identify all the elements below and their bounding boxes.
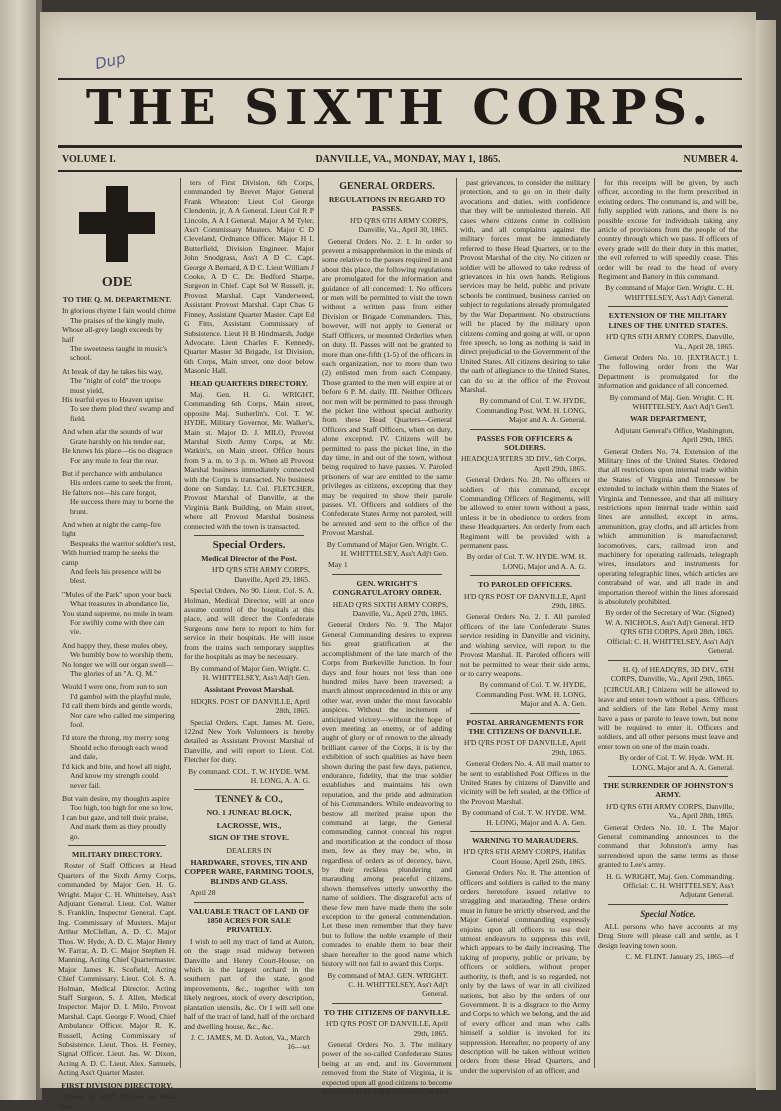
ode-line: Would I were one, from sun to sun	[62, 682, 168, 692]
postal-text: General Orders No. 4. All mail matter to be sent to established Post Offices in the United States by citizens of Danville and vicinity will be left sealed, at the Office of the Provost Marshal.	[460, 759, 590, 806]
corps-cross-emblem	[79, 186, 155, 262]
issue-number: NUMBER 4.	[683, 154, 738, 165]
asst-provost-title: Assistant Provost Marshal.	[204, 685, 294, 695]
ode-line: What treasures in abundance lie,	[70, 599, 169, 609]
asst-provost-hq: HDQRS. POST OF DANVILLE, April 28th, 1865.	[190, 696, 310, 716]
ode-line: And when at night the camp-fire light	[62, 519, 161, 539]
ad-address: NO. 1 JUNEAU BLOCK,	[206, 808, 292, 818]
paroled-officers-signature: By command of Col. T. W. HYDE, Commanding Post. WM. H. LONG, Major and A. A. Gen.	[476, 680, 586, 709]
passes-order-hq: HEADQUA'RTERS 3D DIV., 6th Corps, April 29th, 1865.	[460, 454, 586, 473]
ode-line: The "night of cold" the troops must yield,	[70, 376, 161, 395]
ode-stanza	[58, 367, 176, 423]
extension-text: General Orders No. 10. [EXTRACT.] I. The following order from the War Department is promulgated for the information and guidance of all concerned.	[598, 352, 738, 391]
surrender-signature: H. G. WRIGHT, Maj. Gen. Commanding. Official: C. H. WHITTELSEY, Ass't Adjutant General.	[606, 871, 734, 900]
ode-line: Whose all-grey laugh exceeds by half	[62, 325, 163, 344]
marauders-title: WARNING TO MARAUDERS.	[471, 836, 579, 845]
special-notice-signature: C. M. FLINT. January 25, 1865—tf	[625, 952, 734, 962]
section-rule	[470, 575, 580, 576]
pass-regulations-date: May 1	[328, 560, 348, 570]
ode-line: I'd gambol with the playful mule,	[70, 691, 172, 701]
ode-line: Nor care who called me simpering fool.	[70, 710, 175, 730]
citizens-order-signature: By command of Col. T. W. HYDE, Commanding Post. WM. H. LONG, Major and A. A. General.	[476, 396, 586, 425]
column-divider	[456, 178, 457, 1068]
ode-line: His tearful eyes to Heaven uprise	[62, 395, 164, 405]
pass-regulations-hq: H'D Q'RS 6TH ARMY CORPS, Danville, Va., April 30, 1865.	[349, 215, 448, 235]
column-divider	[180, 178, 181, 1068]
ad-sign: SIGN OF THE STOVE.	[208, 833, 290, 843]
section-rule	[608, 660, 728, 661]
special-notice-text: ALL persons who have accounts at my Drug Store will please call and settle, as I design leaving town soon.	[598, 921, 738, 950]
ode-title: ODE	[101, 275, 133, 290]
citizens-order-text: General Orders No. 3. The military power of the so-called Confederate States being at an end, and its Government removed from the State of Virginia, it is expected upon all good citizens to become reconciled to the old Government, to heal	[322, 1039, 452, 1096]
pass-regulations-title: REGULATIONS IN REGARD TO PASSES.	[328, 195, 446, 214]
ode-line: He falters not—his care forgot,	[62, 487, 157, 497]
ode-line: But if perchance with ambulance	[62, 468, 163, 478]
section-rule	[608, 306, 728, 307]
ode-line: He success there may to borne the brunt.	[70, 497, 174, 516]
military-directory-text: Roster of Staff Officers at Head Quarters of the Sixth Army Corps, commanded by Major Gen. H. G. Wright. Major C. H. Whittelsey, Ass't Adjutant General. Lieut. Col. Walter S. Franklin, Inspector General. Capt. Ing. Commissary of Musters. Major Arthur McClellan, A. D. C. Major Thos. W. Hyde, A. D. C. Major Henry W. Farrar, A. D. C. Major Stephen H. Manning, Acting Chief Quartermaster. Major James K. Scofield, Acting Chief Commissary. Lieut. Col. S. A. Holman, Medical Director. Acting Staff Surgeon, S. J. Allen, Medical Inspector. Major D. I. Milo, Provost Marshal. Capt. George F. Wood, Chief Ambulance Officer. Major R. K. Russell, Acting Commissary of Subsistence. Lieut. Thos. H. Feeney, Signal Officer. Lieut. Jas. W. Dixon, Acting A. D. C. Lieut. Alex. Samuels, Acting Ass't Quarter Master.	[58, 861, 176, 1078]
passes-order-title: PASSES FOR OFFICERS & SOLDIERS.	[476, 433, 574, 452]
ad-goods: HARDWARE, STOVES, TIN AND COPPER WARE, FARMING TOOLS, BLINDS AND GLASS.	[184, 858, 314, 886]
ode-line: "Mules of the Park" upon your back	[62, 589, 172, 599]
ode-line: You stand supreme, no mule in team	[62, 608, 173, 618]
extension-signature: By command of Maj. Gen. Wright. C. H. WHITTELSEY, Ass't Adj't Gen'l.	[609, 392, 734, 411]
extension-title: EXTENSION OF THE MILITARY LINES OF THE UNITED STATES.	[608, 311, 728, 330]
page-edges	[756, 20, 776, 1090]
special-notice-title: Special Notice.	[640, 908, 696, 919]
section-rule	[470, 429, 580, 430]
ode-poem	[58, 306, 176, 841]
volume-label: VOLUME I.	[62, 154, 116, 165]
war-department-signature: By order of the Secretary of War. (Signed) W. A. NICHOLS, Ass't Adj't General. H'D Q'RS 6TH CORPS, April 28th, 1865. Official: C. H. WHITTELSEY, Ass't Adj't General.	[605, 608, 734, 656]
ode-stanza	[58, 306, 176, 362]
ode-line: With hurried tramp he seeks the camp	[62, 548, 159, 567]
section-rule	[332, 1003, 442, 1004]
passes-order-signature: By order of Col. T. W. HYDE. WM. H. LONG, Major and A. A. G.	[466, 552, 586, 571]
hq-directory-text: Maj. Gen. H. G. WRIGHT, Commanding 6th Corps, Main street, opposite Maj. Sutherlin's. Col. T. W. HYDE, Military Governor, Mr. Walker's, Main st. Major D. J. MILO, Provost Marshal Sixth Army Corps, at Mr. Watkin's, on Main street. Office hours from 9 a. m. to 3 p. m. When all Provost Marshal business immediately connected with the Corps is transacted. No business done on Sunday. Lt. Col. FLETCHER, Provost Marshal of Danville, at the Virginia Bank Building, on Main street, where all Provost Marshal business connected with the town is transacted.	[184, 389, 314, 531]
postal-hq: H'D Q'RS POST OF DANVILLE, April 29th, 1865.	[464, 738, 586, 757]
column-4	[460, 178, 590, 1078]
paroled-officers-text: General Orders No. 2. I. All paroled officers of the late Confederate States service residing in Danville and vicinity, and wishing service, will report to the Provost Marshal. II. Paroled officers will not be permitted to wear their side arms, or to carry weapons.	[460, 612, 590, 678]
column-5	[598, 178, 738, 1078]
ode-line: No longer we will our organ swell—	[62, 659, 174, 669]
division-directory-text: Roster of Staff Officers at Head Quar-	[58, 1092, 176, 1111]
congratulatory-order-hq: HEAD Q'RS SIXTH ARMY CORPS, Danville, Va., April 27th, 1865.	[332, 599, 448, 619]
surrender-hq: H'D Q'RS 6TH ARMY CORPS, Danville, Va., April 28th, 1865.	[606, 801, 734, 821]
war-department-text: General Orders No. 74. Extension of the Military lines of the United States. Ordered that all restrictions upon internal trade within the States of Virginia and Tennessee be extended to include within them the States of Virginia and Tennessee, and that all military restrictions upon internal trade within said lines are annulled, except in arms, ammunition, gray cloths, and all articles from which ammunition is manufactured; locomotives, cars, railroad iron and machinery for operating railroads, telegraph wires, insulators and instruments for operating telegraphic lines, which articles are contraband of war, and all trade in and importation thereof within the lines aforesaid is absolutely prohibited.	[598, 446, 738, 607]
general-orders-title: GENERAL ORDERS.	[339, 181, 435, 192]
circular-signature: By order of Col. T. W. Hyde. WM. H. LONG, Major and A. A. General.	[619, 753, 734, 772]
section-rule	[608, 904, 728, 905]
column-3	[322, 178, 452, 1096]
ode-stanza	[58, 469, 176, 516]
medical-director-signature: By command of Major Gen. Wright. C. H. WHITTELSEY, Ass't Adj't Gen.	[190, 663, 310, 682]
ode-line: And happy they, these mules obey,	[62, 640, 168, 650]
ode-line: I'd call them birds and gentle words,	[62, 701, 173, 711]
pass-regulations-text: General Orders No. 2. I. In order to prevent a misapprehension in the minds of some relative to the passes required in and about this place, the following regulations are promulgated for the information and guidance of all concerned: I. No officers or men will be permitted to visit the town without a written pass from either Division or Brigade Commanders. This, however, will not apply to General or Staff Officers, or mounted Orderlies when on duty. II. Passes will not be granted to more than one-fifth (1-5) of the officers in each organization, nor to more than two (2) enlisted men from each Company. Those granted to the men will expire at or before 6 P. M. daily. III. Neither Officers nor men will be permitted to pass through the picket line without special authority from these Head Quarters—General Officers and Staff Officers, when on duty, alone excepted. IV. Citizens will be permitted to pass the picket line, in the day time, in and out of the town, without being required to have passes. V. Paroled prisoners of war are entitled to the same privileges as citizens, excepting that they may be required to show their parole passes. VI. Officers and soldiers of the Confederate States Army not paroled, will be arrested and sent to the office of the Provost Marshal.	[322, 236, 452, 538]
ode-line: For swiftly come with thee can vie.	[70, 618, 165, 637]
surrender-title: THE SURRENDER OF JOHNSTON'S ARMY.	[602, 780, 734, 800]
ode-line: Bespeaks the warrior soldier's rest,	[70, 538, 176, 548]
ode-line: Too high, too high for one so low,	[70, 803, 173, 813]
war-department-hq: Adjutant General's Office, Washington, April 29th, 1865.	[614, 425, 734, 445]
ode-line: The praises of the kingly mule,	[70, 315, 165, 325]
hq-directory-title: HEAD QUARTERS DIRECTORY.	[190, 378, 308, 388]
asst-provost-signature: By command. COL. T. W. HYDE. WM. H. LONG, A. A. G.	[188, 766, 310, 785]
land-sale-text: I wish to sell my tract of land at Auton, on the stage road midway between Danville and Henry Court-House; on which is the largest orchard in the southern part of the state, good improvements, &c., together with ten likely negroes, stock of every description, plantation utensils, &c. Or I will sell one half of the tract of land, half of the orchard and dwelling house, &c., &c.	[184, 936, 314, 1031]
ode-dedication: TO THE Q. M. DEPARTMENT.	[62, 295, 172, 304]
section-rule	[470, 831, 580, 832]
dateline-rule	[58, 170, 742, 172]
circular-text: [CIRCULAR.] Citizens will be allowed to leave and enter town without a pass. Officers and soldiers of the late Rebel Army must have a pass or parole to leave town, but none will be required to enter it. Officers and soldiers, and all other persons must leave and enter town on one of the main roads.	[598, 685, 738, 751]
marauders-hq: H'D Q'RS 6TH ARMY CORPS, Halifax Court House, April 26th, 1865.	[463, 847, 586, 866]
ode-line: To see them plod thro' swamp and field.	[70, 404, 174, 423]
ode-stanza	[58, 794, 176, 841]
ode-line: We humbly bow to worship them,	[70, 650, 174, 660]
ode-stanza	[58, 641, 176, 679]
medical-director-hq: H'D Q'RS 6TH ARMY CORPS, Danville, April 29, 1865.	[211, 565, 310, 584]
dateline	[58, 154, 742, 170]
medical-director-text: Special Orders, No 90. Lieut. Col. S. A. Holman, Medical Director, will at once assume control of the hospitals at this place, and will direct the Confederate Surgeons now here to report to him for service in their hospitals. He will issue from the trains such temporary supplies for the hospitals as may be necessary.	[184, 586, 314, 662]
postal-title: POSTAL ARRANGEMENTS FOR THE CITIZENS OF DANVILLE.	[466, 717, 584, 736]
circular-hq: H. Q. of HEADQ'RS, 3D DIV., 6TH CORPS, Danville, Va., April 29th, 1865.	[610, 664, 734, 683]
ode-line: For any mule to fear the rear.	[70, 455, 159, 465]
ad-dealers: DEALERS IN	[226, 845, 272, 855]
section-rule	[68, 845, 166, 846]
marauders-continued: for this receipts will be given, by such officer, according to the form prescribed in existing orders. The command is, and will be, fully supplied with rations, and there is no possible excuse for individuals taking any article of provisions from the people of the country through which we pass. If officers of every grade will do their duty in this matter, the evil referred to will speedily cease. This order will be read to the head of every Regiment and Battery in this command.	[598, 178, 738, 282]
column-divider	[318, 178, 319, 1068]
citizens-order-hq: H'D Q'RS POST OF DANVILLE, April 29th, 1865.	[326, 1019, 448, 1038]
ode-line: The sweetness taught in music's school.	[70, 344, 168, 363]
place-date: DANVILLE, VA., MONDAY, MAY 1, 1865.	[315, 154, 501, 165]
ode-line: But vain desire, my thoughts aspire	[62, 793, 170, 803]
section-rule	[332, 574, 442, 575]
ode-line: His orders came to seek the front,	[70, 478, 173, 488]
ode-stanza	[58, 733, 176, 789]
ode-line: And when afar the sounds of war	[62, 427, 163, 437]
surrender-text: General Orders No. 10. I. The Major General commanding announces to the command that Johnston's army has surrendered upon the same terms as those granted to Lee's army.	[598, 822, 738, 870]
ode-line: The glories of an "A. Q. M."	[70, 669, 157, 679]
section-rule	[608, 776, 728, 777]
section-rule	[194, 789, 304, 790]
ode-line: And feels his presence will be blest.	[70, 566, 162, 586]
marauders-signature: By command of Major Gen. Wright. C. H. WHITTELSEY, Ass't Adj't General.	[605, 283, 734, 302]
congratulatory-order-title: GEN. WRIGHT'S CONGRATULATORY ORDER.	[332, 578, 442, 598]
ode-stanza	[58, 682, 176, 729]
book-binding	[0, 0, 40, 1100]
passes-order-text: General Orders No. 20. No officers or soldiers of this command, except Commanding Officers of Regiments, will be allowed to enter town without a pass, unless it be in obedience to orders from these Headquarters. An orderly from each Regiment will be provided with a permanent pass.	[460, 475, 590, 551]
column-1	[58, 270, 176, 1111]
ode-stanza	[58, 590, 176, 637]
land-sale-title: VALUABLE TRACT OF LAND OF 1850 ACRES FOR SALE PRIVATELY.	[188, 906, 310, 935]
asst-provost-text: Special Orders. Capt. James M. Gere, 122nd New York Volunteers is hereby detailed as Assistant Provost Marshal of Danville, and will report to Lieut. Col. Fletcher for duty.	[184, 717, 314, 765]
land-sale-signature: J. C. JAMES, M. D. Auton, Va., March 16—wt	[190, 1032, 310, 1052]
congratulatory-order-text: General Orders No. 9. The Major General Commanding desires to express his great gratification at the accomplishment of the late march of the Corps from Burkeville Junction. In four days and four hours not less than one hundred miles have been traversed; a march almost unprecedented in this or any other war, even under the most favorable auspices. Without the incitement of anticipated victory—without the hope of even meeting an enemy, or of adding aught of glory or of renown to the already brilliant career of the Corps, it is by the exhibition of such qualities as have been shown during the past few days, patience, endurance, fidelity, that the true soldier establishes and maintains his own reputation, and the pride and admiration of his Commanders. While endeavoring to bestow all merited praise upon the command at large, the General commanding cannot conceal his regret and mortification at the conduct of those men, few as they may be, who, in regardless of orders as of decency, have, by their reckless plundering and marauding among peaceful citizens, shown themselves utterly unworthy the name of soldiers. The disgraceful acts of these few men have made them the sole exception to the general commendation. Let these men remember that they have but to follow the noble example of their comrades to enable them to bear their share hereafter to the good name which history will not fail to award this Corps.	[322, 620, 452, 969]
ode-line: In glorious rhyme I fain would chime	[62, 306, 176, 316]
medical-director-title: Medical Director of the Post.	[201, 554, 297, 564]
masthead-bottom-rule	[58, 145, 742, 148]
ad-date: April 28	[190, 888, 216, 898]
ode-line: And mark them as they proudly go.	[70, 822, 167, 841]
military-directory-title: MILITARY DIRECTORY.	[72, 849, 162, 859]
extension-hq: H'D Q'RS 6TH ARMY CORPS, Danville, Va., April 28, 1865.	[606, 332, 734, 351]
ode-stanza	[58, 520, 176, 586]
citizens-order-continued: past grievances, to consider the military protection, and to go on in their daily avocations and duties, with confidence that they will be unmolested therein. All cases where citizens come in collision with, and all complaints against the military forces must be immediately referred to these Head Quarters, or to the Provost Marshal of the city. No citizen or soldier will be allowed to take redress of grievances in his own hands. Religious services may be held, public and private schools be continued, business carried on subject to regulations already promulgated by the War Department. No obstructions will be placed by the military upon citizens coming and going at will, or upon free speech, so long as nothing is said in direct prejudicial to the Government of the United States. All citizens desiring to take the oath of allegiance to the United States, can do so at the office of the Provost Marshal.	[460, 178, 590, 394]
section-rule	[470, 713, 580, 714]
staff-roster-text: ters of First Division, 6th Corps, commanded by Brevet Major General Frank Wheaton: Lieut Col George Clendenin, jr, A A General. Lieut Col R P Lincoln, A A I General. Major A M Tyler, Ass't Commissary Musters. Major C D Cleveland, Ordnance Officer. Major H L Butterfield, Division Engineer. Major John Snodgrass, Ass't A D C. Capt. George A Bernard, A D C. Lieut William J Cooke, A D C. Dr. Bedford Sharpe, Surgeon in Chief. Capt Sol W Russell, jr, Provost Marshal. Capt Vanderweed, Assistant Provost Marshal. Capt Chas G Finney, Assistant Quarter Master. Capt Ed G Fitts, Assistant Commissary of Subsistence. Lieut H B Hindmarsh, Judge Advocate. Lieut Charles F. Kennedy, Quarter Master 3d Brigade, 1st Division, 6th Corps, Main street, one door below Masonic Hall.	[184, 178, 314, 376]
section-rule	[194, 535, 304, 536]
paroled-officers-hq: H'D Q'RS POST OF DANVILLE, April 29th, 1865.	[464, 591, 586, 611]
citizens-order-title: TO THE CITIZENS OF DANVILLE.	[323, 1007, 451, 1017]
masthead-title: THE SIXTH CORPS.	[85, 80, 715, 136]
column-divider	[594, 178, 595, 1068]
column-2	[184, 178, 314, 1078]
division-directory-title: FIRST DIVISION DIRECTORY.	[61, 1080, 173, 1090]
ode-line: He knows his place—tis no disgrace	[62, 446, 173, 456]
ad-city: LACROSSE, WIS.,	[216, 820, 282, 830]
paroled-officers-title: TO PAROLED OFFICERS.	[478, 580, 572, 590]
ode-line: I can but gaze, and tell their praise,	[62, 812, 169, 822]
ode-line: Grate harshly on his tender ear,	[70, 436, 166, 446]
ad-company-name: TENNEY & CO.,	[215, 794, 283, 805]
marauders-text: General Orders No. 8. The attention of officers and soldiers is called to the many orders heretofore issued relative to straggling and marauding. These orders must in future be strictly observed, and the Major General commanding expressly enjoins upon all officers to use their utmost endeavors to suppress this evil, which appears to be daily increasing. The taking of property, public or private, by officers or soldiers, without proper authority, is theft, and is so regarded, not only by the laws of war in all civilized nations, but also by the orders of our Government. It is a disgrace to the Army and Corps to which we belong, and the aid of every officer and man who calls himself a soldier is invoked for its suppression. Hereafter, no property of any description will be taken without written orders from these Head Quarters, and under the supervision of an officer, and	[460, 868, 590, 1075]
handwritten-annotation: Dup	[93, 49, 128, 73]
section-rule	[194, 902, 304, 903]
postal-signature: By command of Col. T. W. HYDE. WM. H. LONG, Major and A. A. Gen.	[461, 808, 586, 827]
ode-stanza	[58, 427, 176, 465]
ode-line: I'd store the throng, my merry song	[62, 733, 170, 743]
war-department-title: WAR DEPARTMENT,	[629, 414, 707, 424]
pass-regulations-signature: By Command of Major Gen. Wright. C. H. WHITTELSEY, Ass't Adj't Gen.	[326, 539, 448, 559]
congratulatory-order-signature: By command of MAJ. GEN. WRIGHT. C. H. WHITTELSEY, Ass't Adj't General.	[327, 970, 448, 999]
ode-line: And know my strength could never fail.	[70, 771, 159, 790]
ode-line: At break of day he takes his way,	[62, 366, 163, 376]
ode-line: I'd kick and bite, and howl all night,	[62, 761, 172, 771]
ode-line: Should echo through each wood and dale,	[70, 742, 168, 762]
special-orders-title: Special Orders.	[212, 539, 286, 552]
